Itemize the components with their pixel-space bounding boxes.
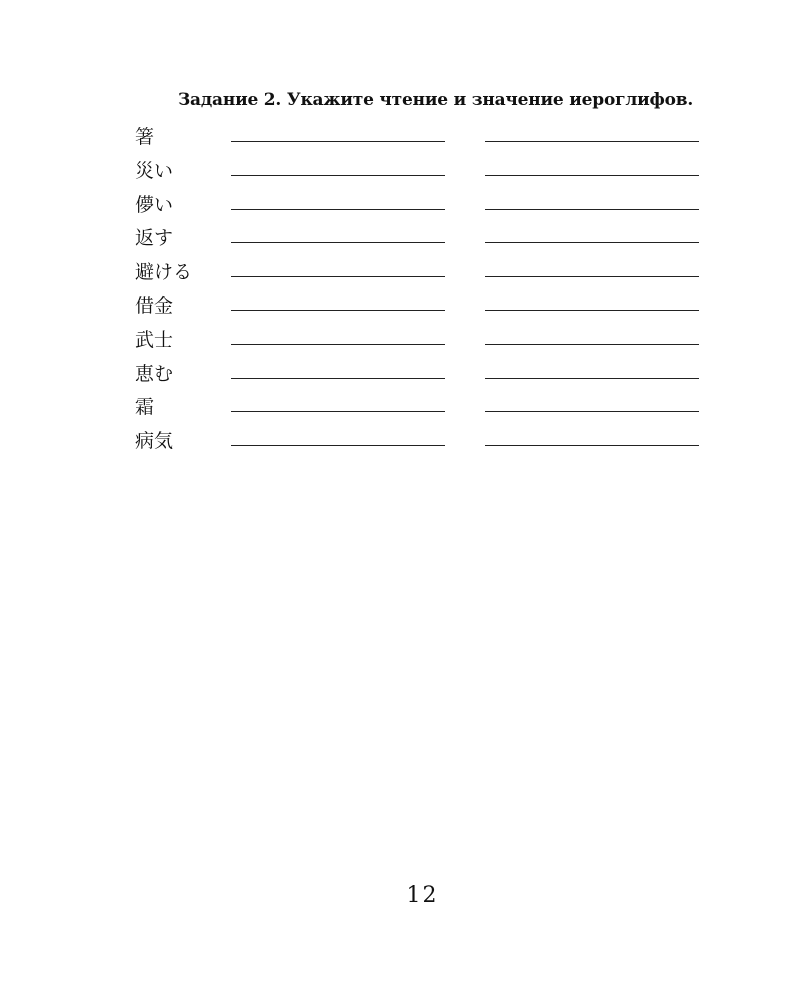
meaning-blank xyxy=(485,289,699,311)
meaning-blank xyxy=(485,255,699,277)
exercise-row xyxy=(135,390,715,424)
exercise-row xyxy=(135,323,715,357)
exercise-list xyxy=(135,120,715,458)
kanji-word: 避ける xyxy=(135,261,193,284)
kanji-word: 災い xyxy=(135,159,174,182)
page-number: 12 xyxy=(406,883,439,908)
kanji-word: 儚い xyxy=(135,193,174,216)
meaning-blank xyxy=(485,120,699,142)
reading-blank xyxy=(231,289,445,311)
exercise-row xyxy=(135,154,715,188)
reading-blank xyxy=(231,357,445,379)
reading-blank xyxy=(231,221,445,243)
reading-blank xyxy=(231,120,445,142)
reading-blank xyxy=(231,188,445,210)
meaning-blank xyxy=(485,154,699,176)
reading-blank xyxy=(231,154,445,176)
exercise-row xyxy=(135,424,715,458)
kanji-word: 霜 xyxy=(135,396,155,419)
kanji-word: 借金 xyxy=(135,294,174,317)
kanji-word: 武士 xyxy=(135,328,174,351)
reading-blank xyxy=(231,323,445,345)
exercise-row xyxy=(135,120,715,154)
reading-blank xyxy=(231,255,445,277)
meaning-blank xyxy=(485,424,699,446)
exercise-row xyxy=(135,357,715,391)
exercise-row xyxy=(135,289,715,323)
reading-blank xyxy=(231,390,445,412)
exercise-row xyxy=(135,255,715,289)
meaning-blank xyxy=(485,390,699,412)
exercise-row xyxy=(135,221,715,255)
reading-blank xyxy=(231,424,445,446)
meaning-blank xyxy=(485,221,699,243)
kanji-word: 恵む xyxy=(135,362,174,385)
exercise-heading: Задание 2. Укажите чтение и значение иероглифов. xyxy=(178,90,694,110)
kanji-word: 病気 xyxy=(135,430,174,453)
kanji-word: 返す xyxy=(135,227,174,250)
exercise-row xyxy=(135,188,715,222)
meaning-blank xyxy=(485,188,699,210)
meaning-blank xyxy=(485,357,699,379)
meaning-blank xyxy=(485,323,699,345)
kanji-word: 箸 xyxy=(135,126,155,148)
